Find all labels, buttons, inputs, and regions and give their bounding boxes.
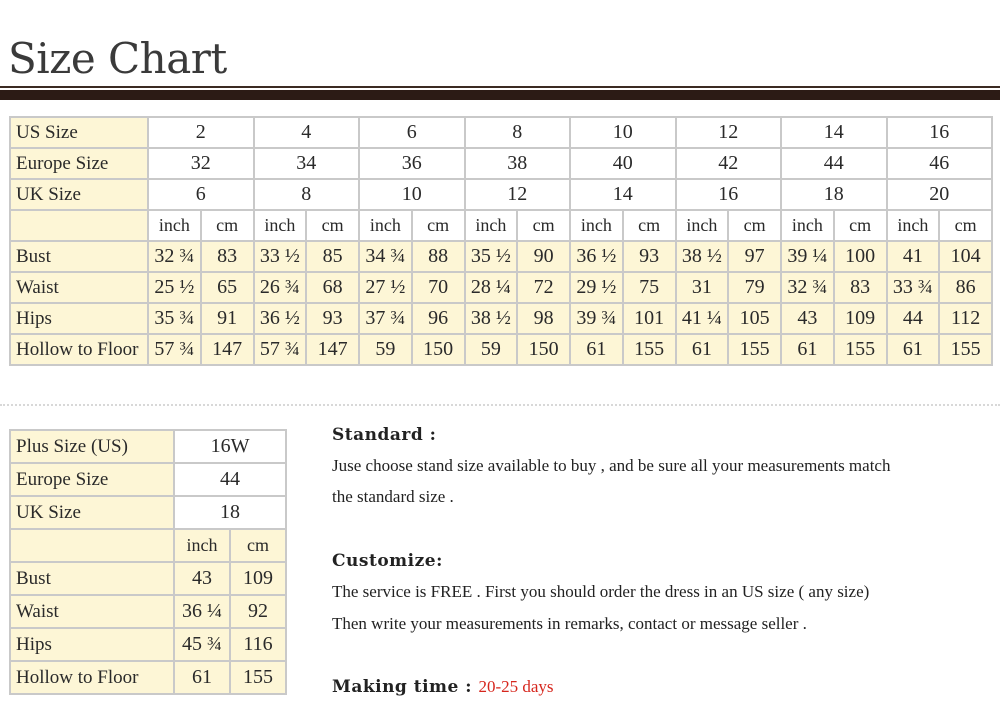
measure-cell: 93 [623,241,676,272]
table-row [10,272,992,303]
measure-cell: 43 [781,303,834,334]
row-label: Hips [10,303,148,334]
table-row [10,661,286,694]
page-title: Size Chart [8,34,227,83]
measure-cell: 36 ¼ [174,595,230,628]
size-cell: 6 [148,179,254,210]
measure-cell: 85 [306,241,359,272]
table-row [10,496,286,529]
measure-cell: 41 [887,241,940,272]
measure-cell: 32 ¾ [148,241,201,272]
unit-header-cm: cm [201,210,254,241]
size-cell: 34 [254,148,360,179]
plus-size-table [9,429,287,695]
measure-cell: 35 ¾ [148,303,201,334]
row-label: Hollow to Floor [10,334,148,365]
measure-cell: 91 [201,303,254,334]
unit-header-inch: inch [148,210,201,241]
measure-cell: 105 [728,303,781,334]
measure-cell: 61 [887,334,940,365]
table-row [10,562,286,595]
measure-cell: 93 [306,303,359,334]
row-label: Waist [10,272,148,303]
table-row [10,430,286,463]
measure-cell: 104 [939,241,992,272]
size-cell: 44 [781,148,887,179]
measure-cell: 35 ½ [465,241,518,272]
measure-cell: 65 [201,272,254,303]
measure-cell: 92 [230,595,286,628]
unit-header-inch: inch [174,529,230,562]
unit-row-spacer [10,529,174,562]
size-cell: 4 [254,117,360,148]
row-label: Bust [10,241,148,272]
row-label: US Size [10,117,148,148]
measure-cell: 34 ¾ [359,241,412,272]
size-cell: 36 [359,148,465,179]
size-cell: 46 [887,148,993,179]
measure-cell: 86 [939,272,992,303]
size-cell: 12 [676,117,782,148]
row-label: Hips [10,628,174,661]
unit-header-row [10,529,286,562]
measure-cell: 155 [834,334,887,365]
measure-cell: 59 [359,334,412,365]
measure-cell: 147 [306,334,359,365]
measure-cell: 150 [412,334,465,365]
table-row [10,148,992,179]
measure-cell: 43 [174,562,230,595]
measure-cell: 33 ½ [254,241,307,272]
making-time-heading: Making time : [332,677,473,697]
measure-cell: 70 [412,272,465,303]
title-divider-thick [0,90,1000,100]
measure-cell: 44 [887,303,940,334]
row-label: UK Size [10,179,148,210]
measure-cell: 100 [834,241,887,272]
measure-cell: 25 ½ [148,272,201,303]
measure-cell: 75 [623,272,676,303]
customize-heading: Customize: [332,551,443,571]
size-cell: 38 [465,148,571,179]
measure-cell: 61 [174,661,230,694]
measure-cell: 155 [728,334,781,365]
row-label: Bust [10,562,174,595]
measure-cell: 112 [939,303,992,334]
size-cell: 18 [781,179,887,210]
measure-cell: 61 [676,334,729,365]
measure-cell: 109 [834,303,887,334]
measure-cell: 61 [570,334,623,365]
unit-header-inch: inch [359,210,412,241]
size-cell: 14 [570,179,676,210]
unit-header-cm: cm [623,210,676,241]
customize-text-line2: Then write your measurements in remarks, contact or message seller . [332,614,807,633]
table-row [10,628,286,661]
measure-cell: 59 [465,334,518,365]
unit-header-cm: cm [230,529,286,562]
measure-cell: 31 [676,272,729,303]
unit-header-inch: inch [781,210,834,241]
measure-cell: 28 ¼ [465,272,518,303]
row-label: Hollow to Floor [10,661,174,694]
size-cell: 20 [887,179,993,210]
size-cell: 10 [570,117,676,148]
making-time-line [332,677,554,697]
measure-cell: 26 ¾ [254,272,307,303]
size-cell: 12 [465,179,571,210]
table-row [10,117,992,148]
measure-cell: 39 ¼ [781,241,834,272]
measure-cell: 155 [230,661,286,694]
measure-cell: 83 [201,241,254,272]
unit-header-cm: cm [412,210,465,241]
measure-cell: 96 [412,303,465,334]
size-cell: 16 [887,117,993,148]
measure-cell: 32 ¾ [781,272,834,303]
measure-cell: 98 [517,303,570,334]
measure-cell: 57 ¾ [148,334,201,365]
measure-cell: 38 ½ [676,241,729,272]
size-cell: 16W [174,430,286,463]
unit-header-cm: cm [306,210,359,241]
size-cell: 42 [676,148,782,179]
standard-heading: Standard : [332,425,437,445]
row-label: Europe Size [10,463,174,496]
measure-cell: 147 [201,334,254,365]
table-row [10,179,992,210]
measure-cell: 45 ¾ [174,628,230,661]
size-cell: 10 [359,179,465,210]
table-row [10,303,992,334]
size-cell: 40 [570,148,676,179]
table-row [10,595,286,628]
unit-header-inch: inch [570,210,623,241]
size-cell: 2 [148,117,254,148]
unit-header-cm: cm [939,210,992,241]
standard-text-line2: the standard size . [332,487,454,506]
row-label: Europe Size [10,148,148,179]
unit-header-inch: inch [887,210,940,241]
section-divider [0,404,1000,406]
measure-cell: 33 ¾ [887,272,940,303]
row-label: Plus Size (US) [10,430,174,463]
measure-cell: 155 [939,334,992,365]
measure-cell: 90 [517,241,570,272]
unit-header-cm: cm [728,210,781,241]
unit-row-spacer [10,210,148,241]
measure-cell: 27 ½ [359,272,412,303]
customize-text-line1: The service is FREE . First you should order the dress in an US size ( any size) [332,582,870,601]
measure-cell: 88 [412,241,465,272]
measure-cell: 41 ¼ [676,303,729,334]
size-chart-table [9,116,993,366]
unit-header-inch: inch [254,210,307,241]
title-divider-thin [0,86,1000,88]
measure-cell: 79 [728,272,781,303]
size-cell: 18 [174,496,286,529]
standard-text-line1: Juse choose stand size available to buy , and be sure all your measurements match [332,456,891,475]
measure-cell: 29 ½ [570,272,623,303]
size-cell: 16 [676,179,782,210]
measure-cell: 150 [517,334,570,365]
measure-cell: 36 ½ [254,303,307,334]
size-cell: 6 [359,117,465,148]
size-cell: 32 [148,148,254,179]
row-label: Waist [10,595,174,628]
unit-header-cm: cm [517,210,570,241]
measure-cell: 101 [623,303,676,334]
measure-cell: 72 [517,272,570,303]
measure-cell: 97 [728,241,781,272]
table-row [10,463,286,496]
size-cell: 8 [465,117,571,148]
size-cell: 14 [781,117,887,148]
size-cell: 44 [174,463,286,496]
measure-cell: 57 ¾ [254,334,307,365]
making-time-value: 20-25 days [478,677,554,696]
table-row [10,334,992,365]
unit-header-inch: inch [465,210,518,241]
measure-cell: 68 [306,272,359,303]
measure-cell: 83 [834,272,887,303]
unit-header-inch: inch [676,210,729,241]
row-label: UK Size [10,496,174,529]
measure-cell: 61 [781,334,834,365]
unit-header-cm: cm [834,210,887,241]
size-cell: 8 [254,179,360,210]
measure-cell: 38 ½ [465,303,518,334]
measure-cell: 39 ¾ [570,303,623,334]
measure-cell: 37 ¾ [359,303,412,334]
measure-cell: 116 [230,628,286,661]
table-row [10,241,992,272]
measure-cell: 155 [623,334,676,365]
unit-header-row [10,210,992,241]
measure-cell: 36 ½ [570,241,623,272]
measure-cell: 109 [230,562,286,595]
